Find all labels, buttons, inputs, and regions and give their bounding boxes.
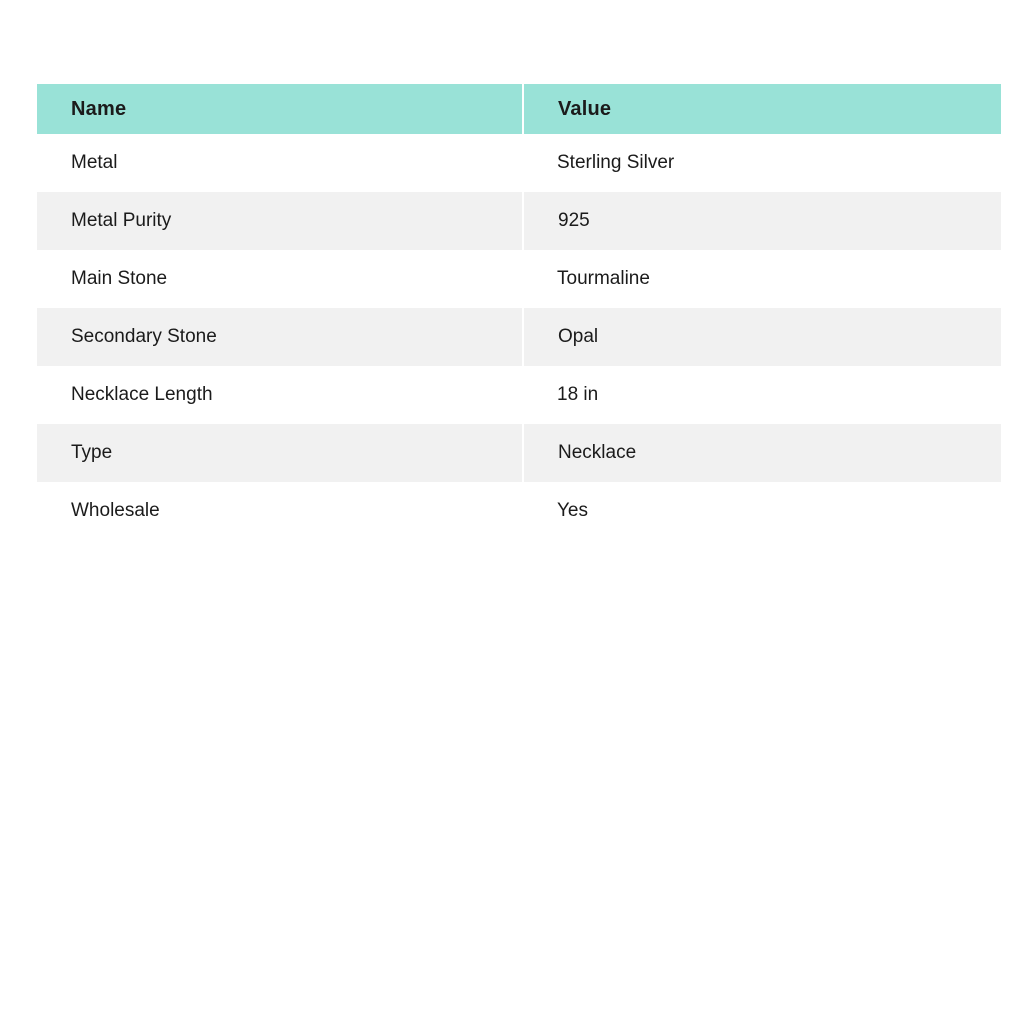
value-cell: 18 in [523,366,1001,424]
value-cell: Yes [523,482,1001,540]
column-header-name: Name [37,84,523,134]
name-cell: Metal Purity [37,192,523,250]
value-cell: 925 [523,192,1001,250]
table-row [37,250,1001,308]
name-cell: Type [37,424,523,482]
name-cell: Wholesale [37,482,523,540]
value-cell: Sterling Silver [523,134,1001,192]
table-row [37,366,1001,424]
table-row [37,134,1001,192]
name-cell: Metal [37,134,523,192]
value-cell: Necklace [523,424,1001,482]
table-row [37,308,1001,366]
table-header [37,84,1001,134]
table-row [37,482,1001,540]
name-cell: Main Stone [37,250,523,308]
product-spec-table [37,84,1001,540]
value-cell: Opal [523,308,1001,366]
table-body [37,134,1001,540]
table-row [37,192,1001,250]
table-row [37,424,1001,482]
header-row [37,84,1001,134]
column-header-value: Value [523,84,1001,134]
value-cell: Tourmaline [523,250,1001,308]
name-cell: Secondary Stone [37,308,523,366]
name-cell: Necklace Length [37,366,523,424]
